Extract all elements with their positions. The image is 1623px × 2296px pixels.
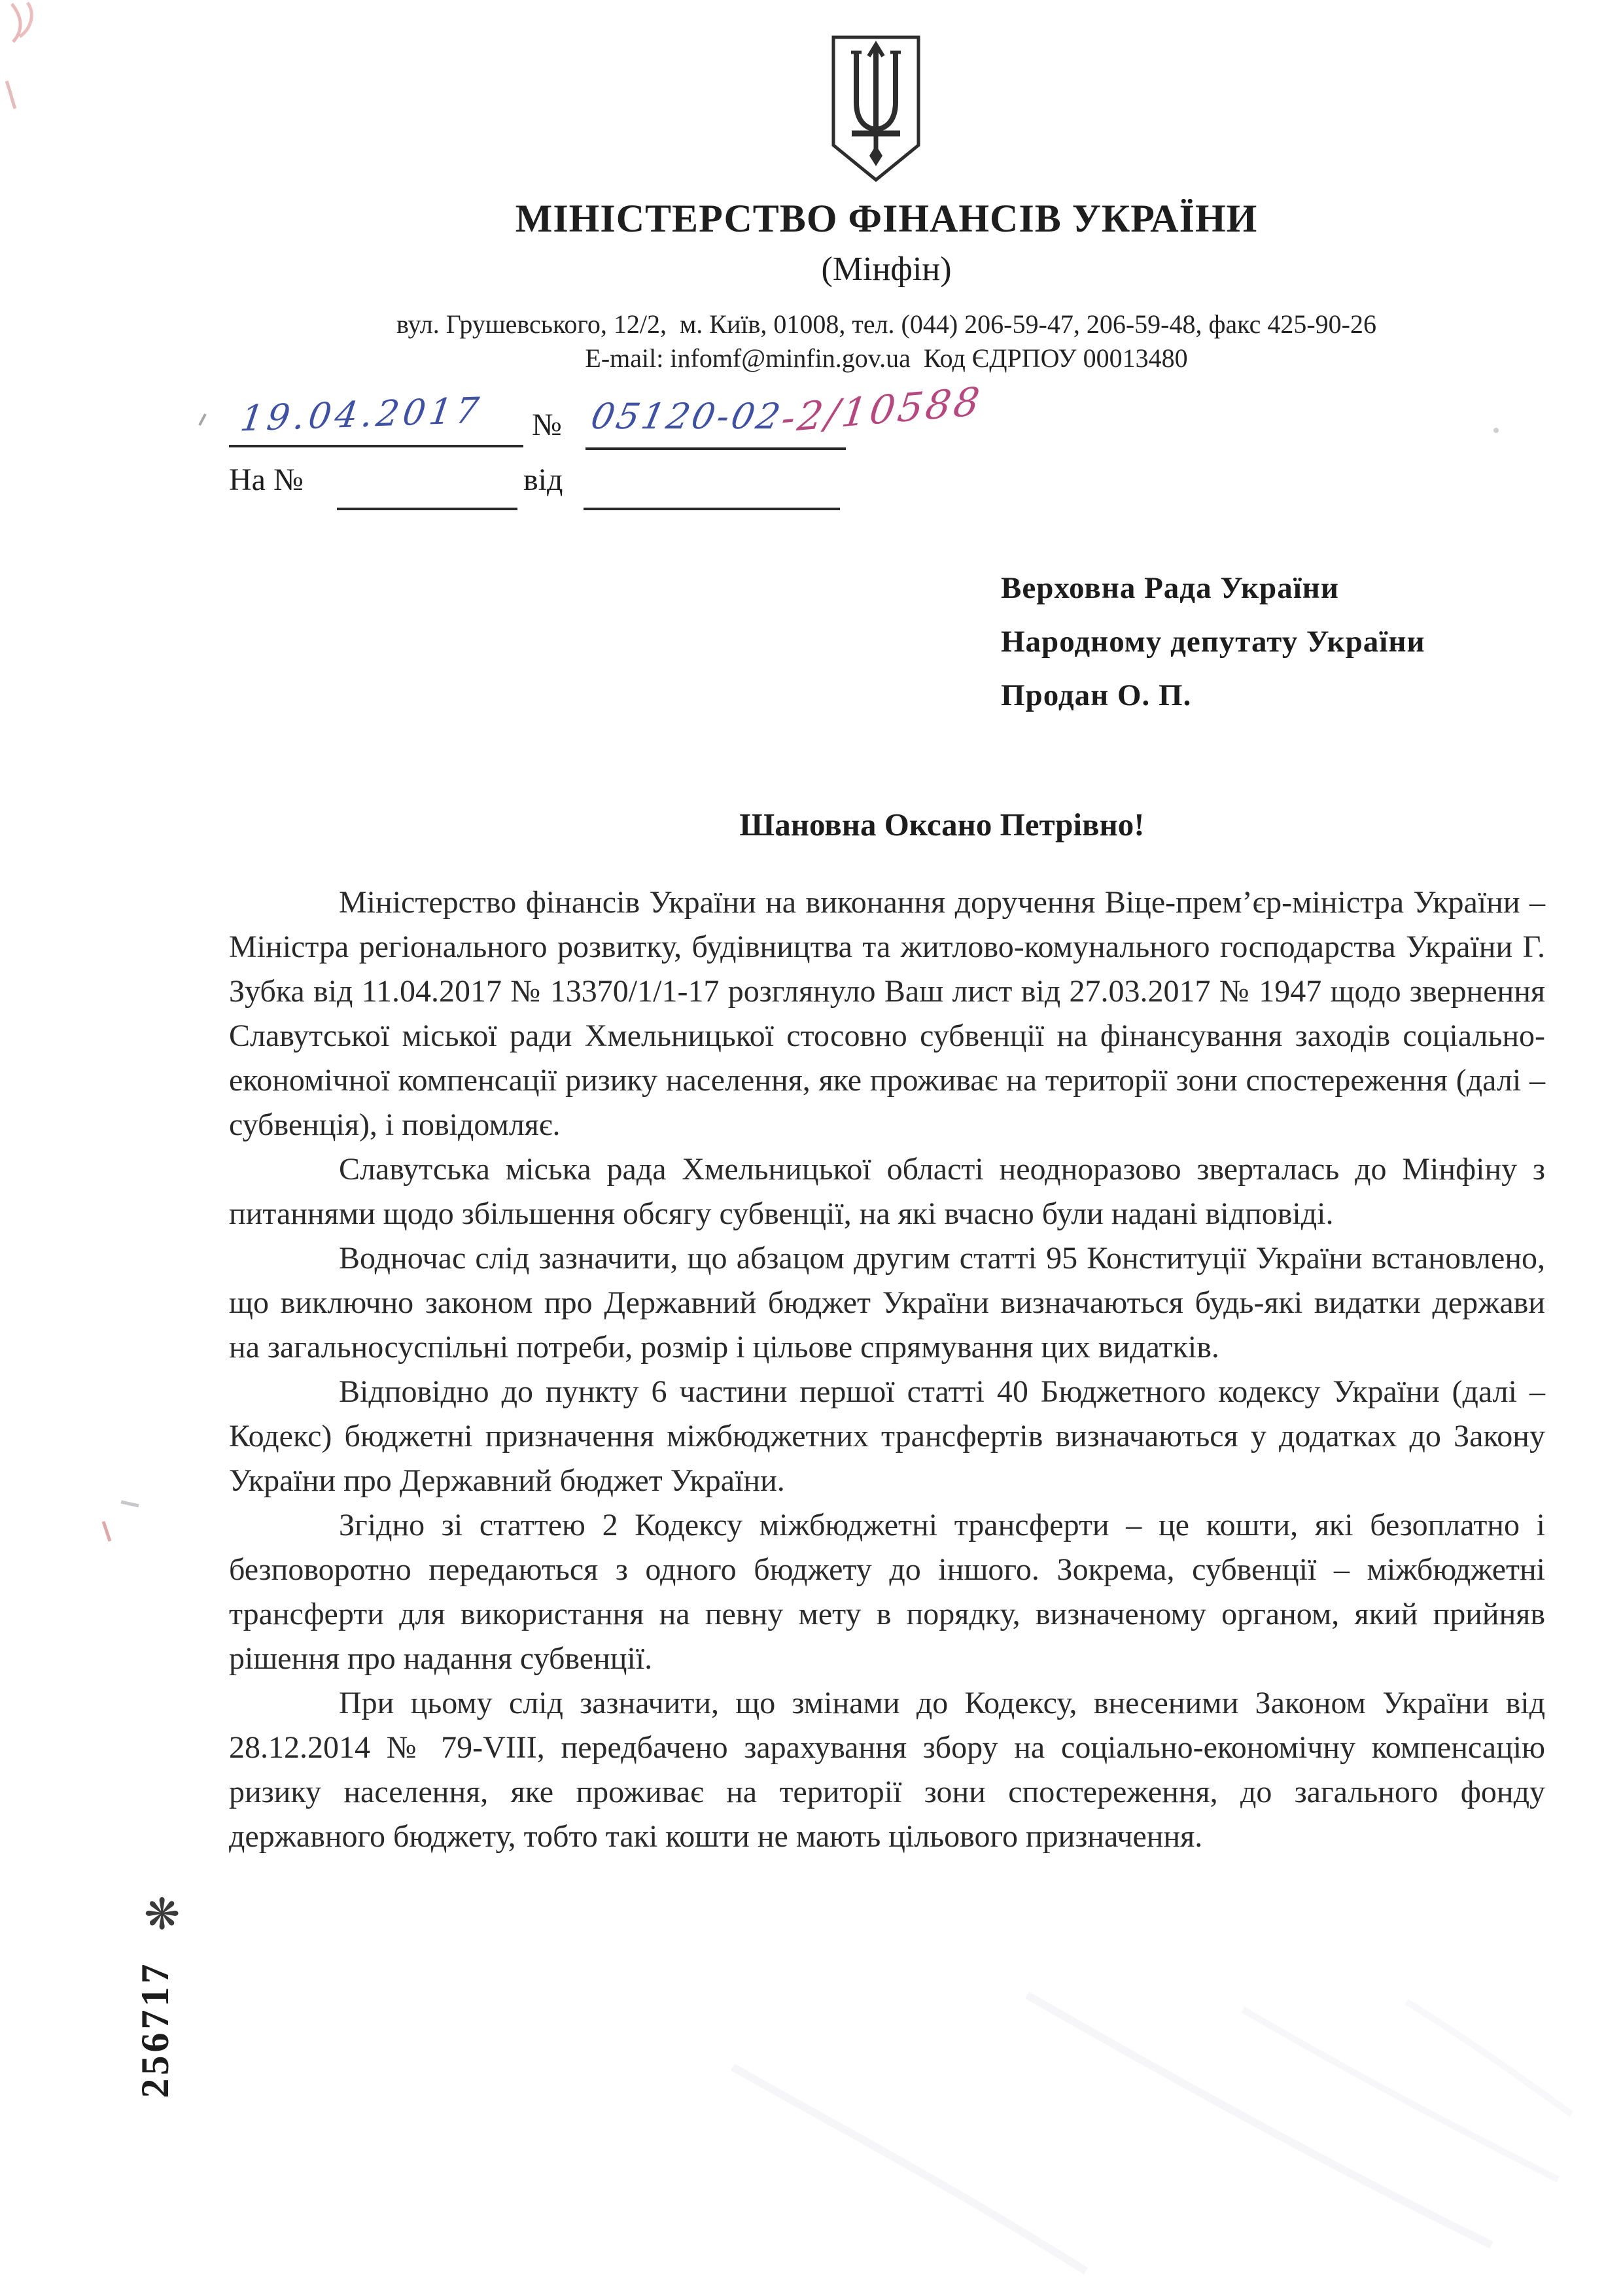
- outgoing-number-handwritten: [587, 379, 985, 442]
- ministry-short-name: (Мінфін): [821, 251, 952, 288]
- flower-asterisk-stamp-icon: ❋: [144, 1891, 181, 1939]
- ministry-name: МІНІСТЕРСТВО ФІНАНСІВ УКРАЇНИ: [515, 197, 1258, 240]
- date-underline: [229, 445, 523, 447]
- outgoing-number-blue-part: 05120-02: [587, 396, 787, 437]
- coat-of-arms-ukraine-icon: [826, 34, 926, 183]
- body-paragraph: При цьому слід зазначити, що змінами до Кодексу, внесеними Законом України від 28.12.2014 № 79-VIII, передбачено зарахування збору на соціально-економічну компенсацію ризику населення, яке проживає на території зони спостереження, до загального фонду державного бюджету, тобто такі кошти не мають цільового призначення.: [229, 1686, 1545, 1854]
- body-paragraph: Згідно зі статтею 2 Кодексу міжбюджетні трансферти – це кошти, які безоплатно і безповоротно передаються з одного бюджету до іншого. Зокрема, субвенції – міжбюджетні трансферти для використання на певну мету в порядку, визначеному органом, який прийняв рішення про надання субвенції.: [229, 1508, 1545, 1676]
- body-paragraph: Міністерство фінансів України на виконання доручення Віце-прем’єр-міністра України – Міністра регіонального розвитку, будівництва та житлово-комунального господарства України Г. Зубка від 11.04.2017 № 13370/1/1-17 розглянуло Ваш лист від 27.03.2017 № 1947 щодо звернення Славутської міської ради Хмельницької стосовно субвенції на фінансування заходів соціально-економічної компенсації ризику населення, яке проживає на території зони спостереження (далі – субвенція), і повідомляє.: [229, 885, 1545, 1142]
- outgoing-number-red-part: -2/10588: [778, 379, 985, 442]
- number-underline: [585, 447, 846, 450]
- salutation: Шановна Оксано Петрівно!: [739, 807, 1145, 843]
- body-paragraph: Славутська міська рада Хмельницької області неодноразово зверталась до Мінфіну з питаннями щодо збільшення обсягу субвенції, на які вчасно були надані відповіді.: [229, 1152, 1545, 1231]
- body-paragraph: Водночас слід зазначити, що абзацом другим статті 95 Конституції України встановлено, що виключно законом про Державний бюджет України визначаються будь-які видатки держави на загальносуспільні потреби, розмір і цільове спрямування цих видатків.: [229, 1241, 1545, 1365]
- recipient-organization: Верховна Рада України: [1001, 571, 1339, 605]
- reply-number-underline: [337, 508, 517, 510]
- registration-number-stamp: 256717: [133, 1960, 177, 2098]
- recipient-block: [1001, 561, 1425, 722]
- outgoing-date-handwritten: 19.04.2017: [237, 389, 485, 440]
- letter-body: [229, 880, 1545, 1859]
- recipient-person: Продан О. П.: [1001, 678, 1192, 712]
- ministry-email-line: E-mail: infomf@minfin.gov.ua Код ЄДРПОУ 00013480: [585, 343, 1188, 373]
- reply-number-label: На №: [229, 462, 304, 497]
- recipient-title: Народному депутату України: [1001, 625, 1425, 659]
- number-sign-label: №: [532, 408, 562, 442]
- body-paragraph: Відповідно до пункту 6 частини першої статті 40 Бюджетного кодексу України (далі – Кодекс) бюджетні призначення міжбюджетних трансфертів визначаються у додатках до Закону України про Державний бюджет України.: [229, 1374, 1545, 1498]
- reply-date-label: від: [523, 462, 563, 497]
- ministry-address-line: вул. Грушевського, 12/2, м. Київ, 01008, тел. (044) 206-59-47, 206-59-48, факс 425-90-26: [396, 309, 1376, 339]
- reply-date-underline: [584, 508, 840, 510]
